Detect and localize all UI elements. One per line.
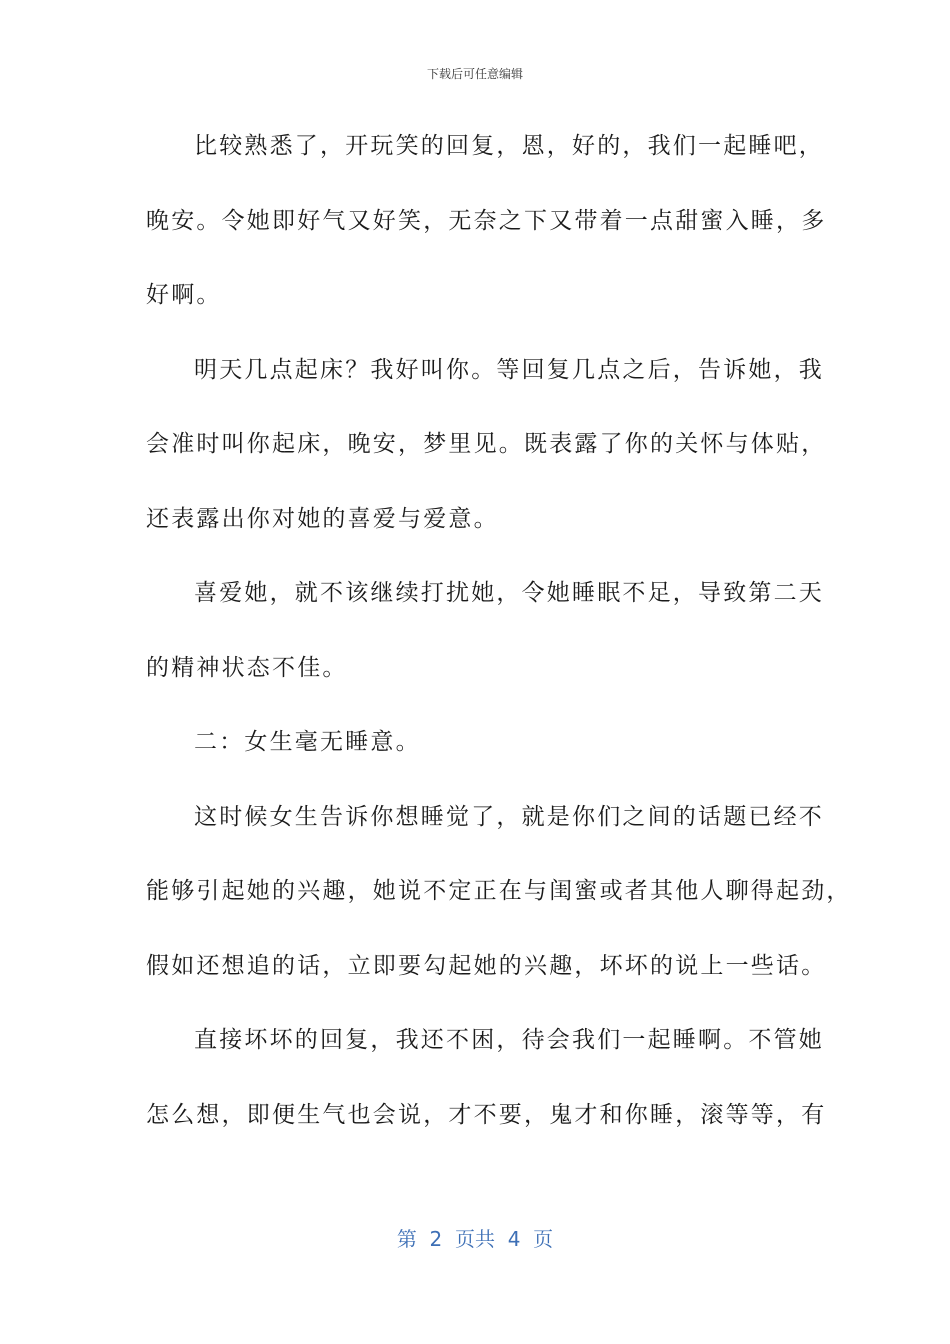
text-line: 的精神状态不佳。 (146, 654, 348, 681)
text-line: 晚安。令她即好气又好笑，无奈之下又带着一点甜蜜入睡，多 (146, 207, 827, 234)
text-line: 怎么想，即便生气也会说，才不要，鬼才和你睡，滚等等，有 (146, 1101, 827, 1128)
text-line: 好啊。 (146, 282, 222, 308)
document-body (146, 122, 852, 1165)
text-line: 喜爱她，就不该继续打扰她，令她睡眠不足，导致第二天 (194, 580, 824, 606)
page-header: 下载后可任意编辑 (426, 67, 523, 81)
text-line: 能够引起她的兴趣，她说不定正在与闺蜜或者其他人聊得起劲， (146, 878, 852, 904)
text-line: 假如还想追的话，立即要勾起她的兴趣，坏坏的说上一些话。 (146, 952, 827, 979)
text-line: 会准时叫你起床，晚安，梦里见。既表露了你的关怀与体贴， (146, 431, 827, 457)
text-line: 还表露出你对她的喜爱与爱意。 (146, 505, 499, 532)
page-number-footer: 第 2 页共 4 页 (396, 1227, 554, 1251)
text-line: 直接坏坏的回复，我还不困，待会我们一起睡啊。不管她 (194, 1027, 824, 1053)
text-line: 这时候女生告诉你想睡觉了，就是你们之间的话题已经不 (194, 803, 824, 830)
text-line: 比较熟悉了，开玩笑的回复，恩，好的，我们一起睡吧， (194, 133, 824, 159)
section-heading: 二：女生毫无睡意。 (194, 729, 421, 755)
text-line: 明天几点起床？我好叫你。等回复几点之后，告诉她，我 (194, 356, 824, 383)
